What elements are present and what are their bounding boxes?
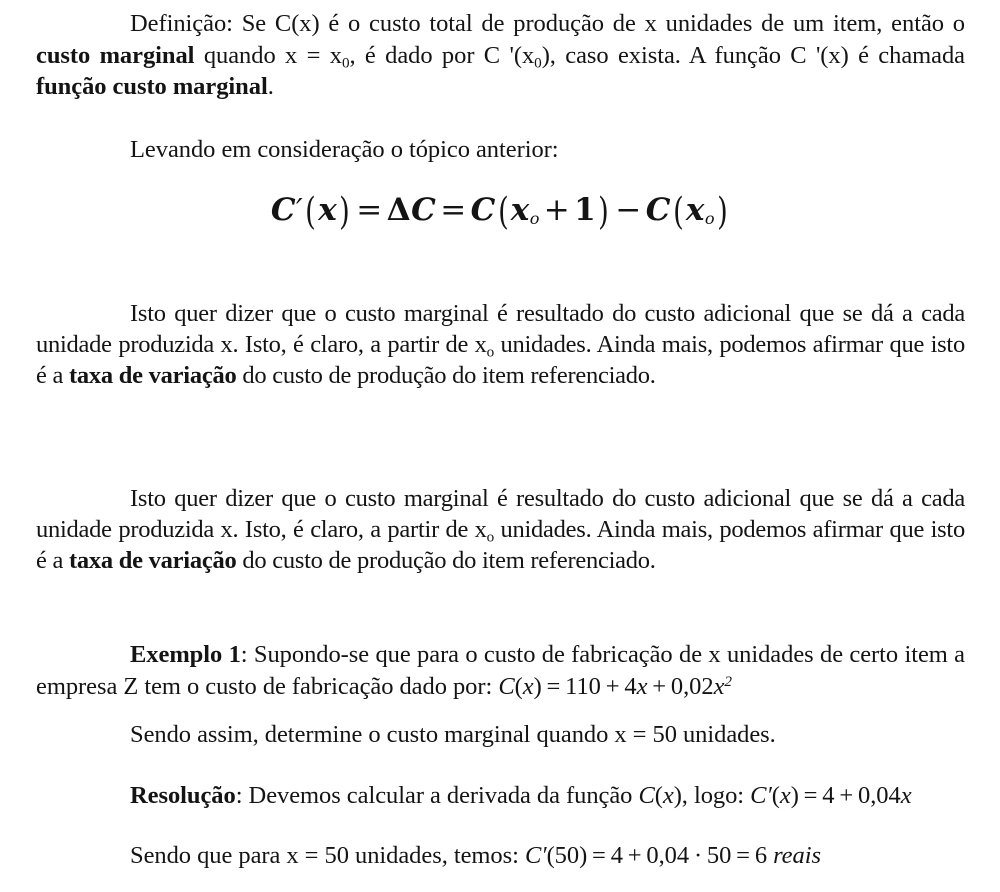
exemplo-formula-variable-x1: x: [636, 672, 648, 700]
resolucao-cx-close-paren: ): [673, 782, 682, 809]
resolucao-text-part1: : Devemos calcular a derivada da função: [235, 782, 639, 809]
resolucao-derivative-formula: [750, 782, 911, 809]
eq-open-paren-3: (: [672, 189, 684, 233]
resolucao-derivative-equals: =: [803, 782, 818, 809]
resolucao-function-cx: [638, 782, 681, 809]
exemplo-formula-coefficient-002: 0,02: [670, 672, 714, 700]
definicao-text-part4: ), caso exista. A função C '(x) é chamada: [541, 41, 965, 69]
resolucao-derivative-plus: +: [839, 782, 854, 809]
definicao-text-part5: .: [267, 73, 274, 100]
eq-delta-symbol: Δ: [386, 192, 412, 229]
eq-equals-2: =: [440, 192, 467, 229]
resolucao-derivative-prime: ′: [766, 782, 772, 809]
isto2-text-part3: do custo de produção do item referenciado.: [236, 547, 656, 574]
resolucao-derivative-variable-x: x: [900, 782, 912, 809]
exemplo-formula-plus-1: +: [605, 672, 620, 700]
eq-minus-operator: −: [615, 192, 642, 229]
definicao-bold-funcao-custo-marginal: função custo marginal: [36, 73, 268, 100]
evaluation-plus: +: [627, 842, 642, 869]
evaluation-open-paren: (: [546, 842, 555, 869]
isto2-subscript-xo: o: [486, 528, 494, 546]
levando-block: [36, 134, 965, 166]
evaluation-equals-1: =: [592, 842, 606, 869]
eq-rhs-subscript-2: o: [704, 208, 715, 228]
eq-lhs-variable: x: [318, 192, 338, 229]
resolucao-cx-function: C: [638, 782, 655, 809]
resolucao-block: [36, 780, 965, 812]
eq-open-paren-1: (: [305, 189, 317, 233]
evaluation-prime: ′: [541, 842, 547, 869]
exemplo-formula-function: C: [498, 672, 515, 700]
eq-close-paren-1: ): [339, 189, 351, 233]
eq-close-paren-3: ): [717, 189, 728, 233]
evaluation-coefficient-004: 0,04: [646, 842, 690, 869]
definicao-subscript-x0: 0: [341, 53, 350, 71]
definicao-block: [36, 8, 965, 103]
isto1-text-part1: Isto quer dizer que o custo marginal é resultado do custo adicional que se dá a cada unidade produzida x. Isto, é claro, a partir de x: [36, 300, 965, 358]
isto-quer-dizer-block-1: [36, 298, 965, 391]
exemplo-formula-plus-2: +: [652, 672, 667, 700]
exemplo-text-part1: : Supondo-se que para o custo de fabricação de x unidades de certo item a empresa Z tem o custo de fabricação dado por:: [36, 641, 965, 700]
isto1-subscript-xo: o: [486, 343, 494, 361]
sendo-assim-block: [36, 719, 965, 751]
isto-quer-dizer-paragraph-1: [36, 298, 965, 391]
eq-plus-operator: +: [543, 192, 571, 229]
evaluation-result-6: 6: [754, 842, 768, 869]
evaluation-value-50: 50: [706, 842, 732, 869]
eq-rhs-function-2: C: [645, 192, 671, 229]
eq-lhs-function: C: [270, 192, 296, 229]
exemplo-formula-coefficient-4: 4: [624, 672, 637, 700]
isto-quer-dizer-paragraph-2: [36, 483, 965, 576]
resolucao-derivative-constant-4: 4: [822, 782, 835, 809]
resolucao-derivative-coefficient-004: 0,04: [858, 782, 901, 809]
definicao-text-part2: quando x = x: [194, 41, 342, 69]
resolucao-derivative-open-paren: (: [771, 782, 780, 809]
exemplo-formula-variable: x: [522, 672, 534, 700]
eq-rhs-subscript-1: o: [529, 208, 540, 228]
definicao-text-part1: Se C(x) é o custo total de produção de x unidades de um item, então o: [232, 10, 965, 37]
eq-delta-function: C: [411, 192, 437, 229]
eq-close-paren-2: ): [598, 189, 610, 233]
resolucao-derivative-variable: x: [779, 782, 791, 809]
definicao-subscript-cx0: 0: [534, 53, 542, 71]
eq-rhs-variable-1: x: [510, 192, 530, 229]
definicao-paragraph: [36, 8, 965, 103]
evaluation-constant-4: 4: [610, 842, 623, 869]
sendo-que-unit-reais: reais: [773, 842, 821, 869]
exemplo-formula-constant-110: 110: [565, 672, 601, 700]
exemplo-paragraph: [36, 639, 965, 702]
evaluation-function: C: [524, 842, 542, 869]
sendo-que-block: [36, 840, 965, 872]
isto-quer-dizer-block-2: [36, 483, 965, 576]
resolucao-text-part2: , logo:: [681, 782, 751, 809]
eq-rhs-variable-2: x: [685, 192, 705, 229]
exemplo-formula-open-paren: (: [514, 672, 523, 700]
sendo-que-text-part1: Sendo que para x = 50 unidades, temos:: [130, 842, 525, 869]
eq-constant-one: 1: [574, 192, 597, 229]
isto1-text-part3: do custo de produção do item referenciado.: [236, 362, 656, 389]
isto2-text-part2: unidades. Ainda mais, podemos afirmar que isto é a: [36, 516, 965, 574]
resolucao-paragraph: [36, 780, 965, 812]
exemplo-formula-equals: =: [546, 672, 561, 700]
levando-paragraph: Levando em consideração o tópico anterior:: [130, 136, 559, 163]
evaluation-close-paren: ): [579, 842, 588, 869]
eq-prime-symbol: ′: [295, 193, 304, 228]
evaluation-equals-2: =: [736, 842, 750, 869]
definicao-text-part3: , é dado por C '(x: [349, 41, 535, 69]
sendo-que-paragraph: [36, 840, 965, 872]
resolucao-derivative-close-paren: ): [790, 782, 799, 809]
isto1-bold-taxa-de-variacao: taxa de variação: [69, 362, 237, 389]
evaluation-argument-50: 50: [554, 842, 580, 869]
eq-open-paren-2: (: [497, 189, 509, 233]
isto1-text-part2: unidades. Ainda mais, podemos afirmar que isto é a: [36, 331, 965, 389]
exemplo-cost-formula: [498, 673, 732, 700]
eq-equals-1: =: [356, 192, 383, 229]
exemplo-formula-exponent-2: 2: [724, 672, 732, 690]
exemplo-block: [36, 639, 965, 702]
sendo-que-evaluation-formula: [525, 842, 767, 869]
resolucao-label: Resolução: [130, 782, 236, 809]
eq-rhs-function-1: C: [470, 192, 496, 229]
evaluation-multiplication-dot: ·: [693, 842, 703, 869]
resolucao-cx-open-paren: (: [654, 782, 663, 809]
isto2-text-part1: Isto quer dizer que o custo marginal é resultado do custo adicional que se dá a cada unidade produzida x. Isto, é claro, a partir de x: [36, 485, 965, 543]
exemplo-label: Exemplo 1: [130, 641, 241, 668]
resolucao-cx-variable: x: [662, 782, 674, 809]
exemplo-formula-variable-x2: x: [713, 672, 725, 700]
display-equation: [270, 189, 730, 233]
isto2-bold-taxa-de-variacao: taxa de variação: [69, 547, 237, 574]
exemplo-formula-close-paren: ): [533, 672, 542, 700]
definicao-bold-custo-marginal: custo marginal: [36, 41, 195, 69]
resolucao-derivative-function: C: [750, 782, 767, 809]
sendo-assim-paragraph: Sendo assim, determine o custo marginal quando x = 50 unidades.: [130, 721, 776, 748]
display-equation-block: [36, 189, 965, 233]
definicao-label: Definição:: [130, 10, 233, 37]
